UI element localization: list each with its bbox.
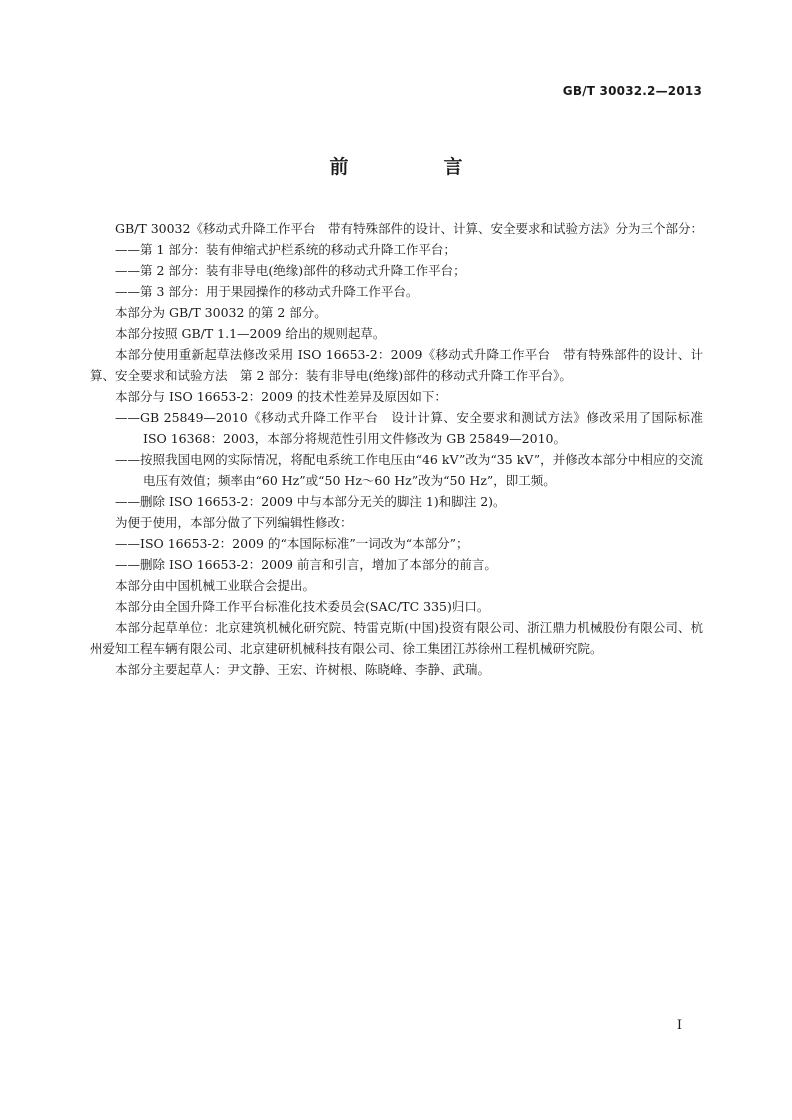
paragraph: 本部分与 ISO 16653-2：2009 的技术性差异及原因如下：	[115, 389, 447, 404]
paragraph: 本部分主要起草人：尹文静、王宏、许树根、陈晓峰、李静、武瑞。	[115, 662, 491, 677]
list-item: ——第 2 部分：装有非导电(绝缘)部件的移动式升降工作平台；	[115, 263, 466, 278]
paragraph: 本部分由全国升降工作平台标准化技术委员会(SAC/TC 335)归口。	[115, 599, 490, 614]
paragraph: 本部分由中国机械工业联合会提出。	[115, 578, 316, 593]
list-item: ——删除 ISO 16653-2：2009 中与本部分无关的脚注 1)和脚注 2)。	[115, 494, 506, 509]
paragraph: 本部分起草单位：北京建筑机械化研究院、特雷克斯(中国)投资有限公司、浙江鼎力机械股份有限公司、杭州爱知工程车辆有限公司、北京建研机械科技有限公司、徐工集团江苏徐州工程机械研究院。	[90, 620, 703, 656]
paragraph: 为便于使用，本部分做了下列编辑性修改：	[115, 515, 353, 530]
list-item: ——删除 ISO 16653-2：2009 前言和引言，增加了本部分的前言。	[115, 557, 497, 572]
list-item: ——按照我国电网的实际情况，将配电系统工作电压由“46 kV”改为“35 kV”，并修改本部分中相应的交流电压有效值；频率由“60 Hz”或“50 Hz～60 Hz”改为“50 Hz”，即工频。	[115, 452, 703, 488]
paragraph: 本部分为 GB/T 30032 的第 2 部分。	[115, 305, 327, 320]
paragraph: GB/T 30032《移动式升降工作平台 带有特殊部件的设计、计算、安全要求和试验方法》分为三个部分：	[115, 221, 703, 236]
foreword-body	[90, 218, 703, 680]
paragraph: 本部分按照 GB/T 1.1—2009 给出的规则起草。	[115, 326, 386, 341]
standard-code: GB/T 30032.2—2013	[562, 84, 702, 98]
paragraph: 本部分使用重新起草法修改采用 ISO 16653-2：2009《移动式升降工作平台 带有特殊部件的设计、计算、安全要求和试验方法 第 2 部分：装有非导电(绝缘)部件的移动式升降工作平台》。	[90, 347, 703, 383]
list-item: ——第 3 部分：用于果园操作的移动式升降工作平台。	[115, 284, 419, 299]
page-title: 前 言	[329, 156, 501, 178]
page-number: I	[676, 1018, 682, 1033]
list-item: ——GB 25849—2010《移动式升降工作平台 设计计算、安全要求和测试方法》修改采用了国际标准 ISO 16368：2003，本部分将规范性引用文件修改为 GB 25849—2010。	[115, 410, 703, 446]
list-item: ——第 1 部分：装有伸缩式护栏系统的移动式升降工作平台；	[115, 242, 456, 257]
list-item: ——ISO 16653-2：2009 的“本国际标准”一词改为“本部分”；	[115, 536, 469, 551]
